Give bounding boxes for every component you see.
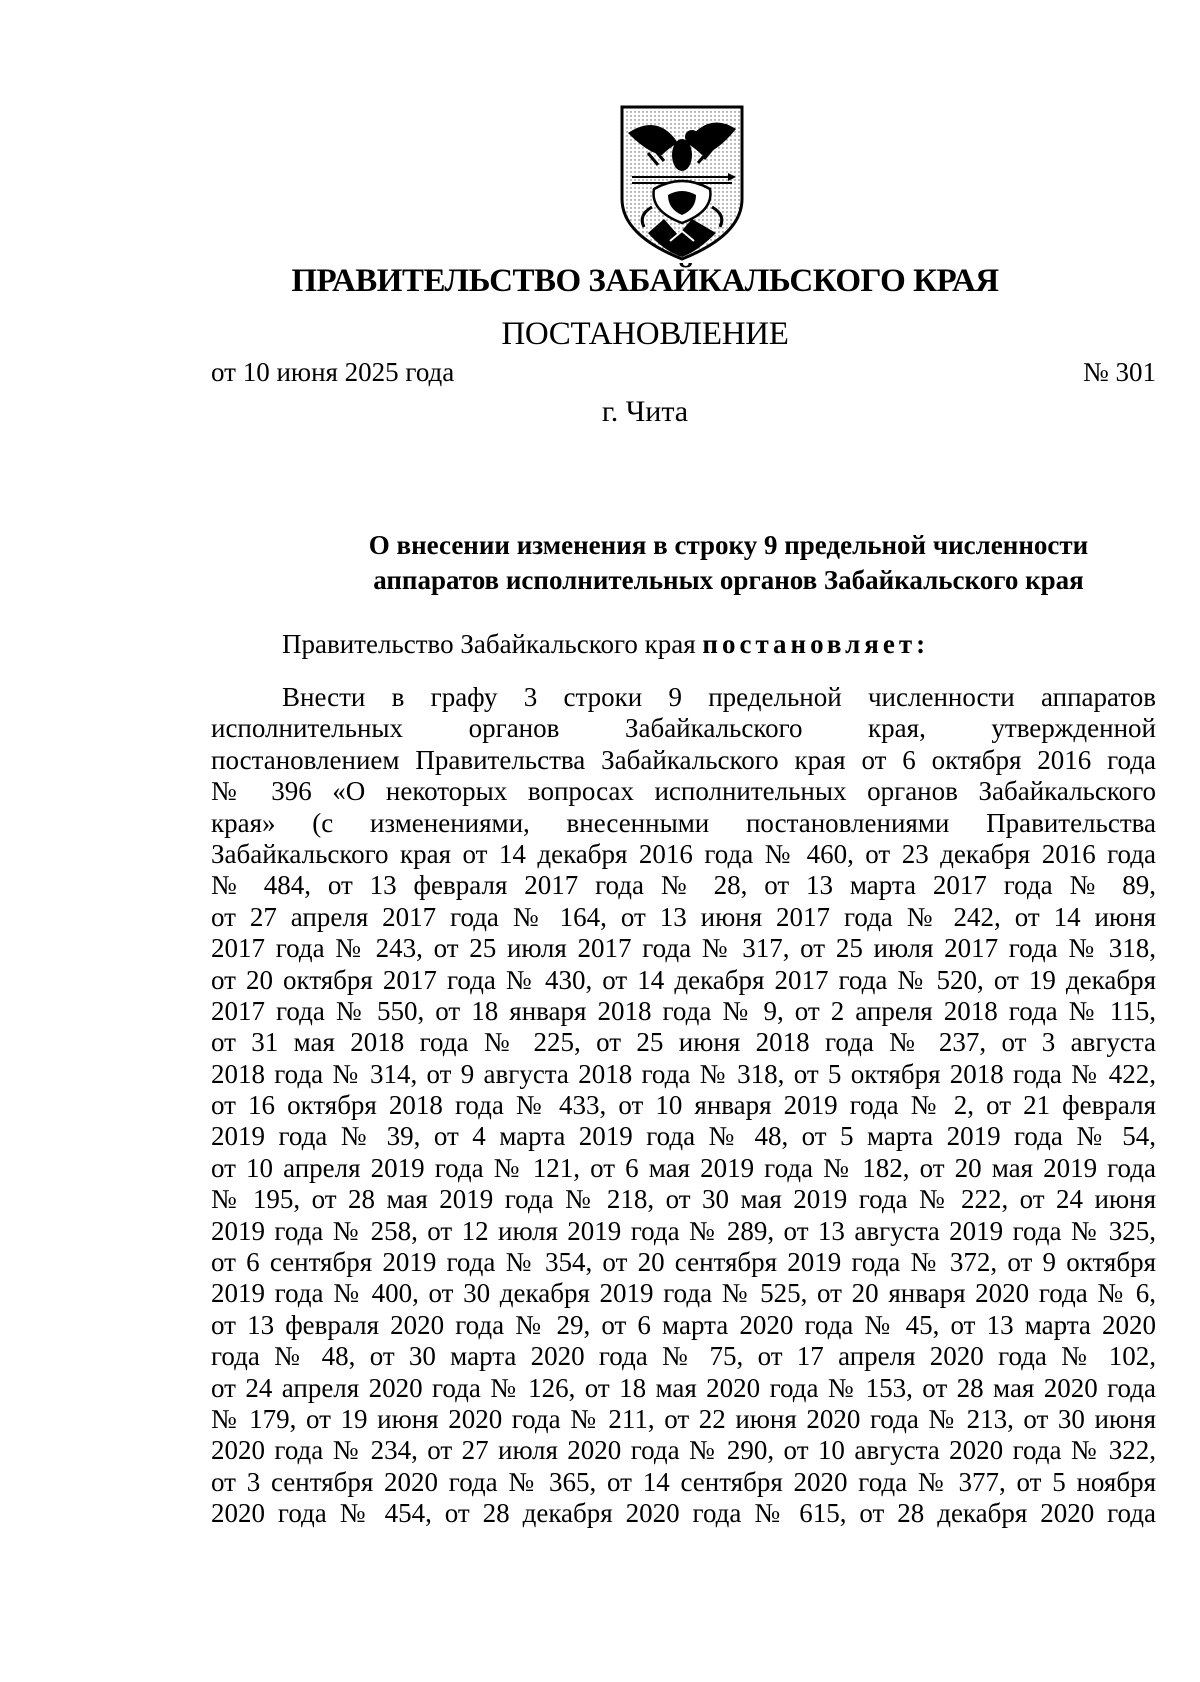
body-line: от 27 апреля 2017 года № 164, от 13 июня 2017 года № 242, от 14 июня — [211, 901, 1156, 932]
body-line: № 484, от 13 февраля 2017 года № 28, от 13 марта 2017 года № 89, — [211, 870, 1156, 901]
coat-of-arms-icon — [618, 103, 746, 263]
body-line: Забайкальского края от 14 декабря 2016 года № 460, от 23 декабря 2016 года — [211, 838, 1156, 869]
body-line: 2020 года № 454, от 28 декабря 2020 года № 615, от 28 декабря 2020 года — [211, 1498, 1156, 1529]
body-line: № 396 «О некоторых вопросах исполнительных органов Забайкальского — [211, 776, 1156, 807]
document-city: г. Чита — [601, 395, 689, 428]
body-line: года № 48, от 30 марта 2020 года № 75, от 17 апреля 2020 года № 102, — [211, 1341, 1156, 1372]
body-line: от 20 октября 2017 года № 430, от 14 декабря 2017 года № 520, от 19 декабря — [211, 964, 1156, 995]
body-line: 2020 года № 234, от 27 июля 2020 года № 290, от 10 августа 2020 года № 322, — [211, 1435, 1156, 1466]
body-line: 2019 года № 39, от 4 марта 2019 года № 48, от 5 марта 2019 года № 54, — [211, 1121, 1156, 1152]
decree-statement — [282, 629, 929, 660]
decree-subject: Правительство Забайкальского края — [282, 629, 696, 659]
body-line: от 24 апреля 2020 года № 126, от 18 мая 2020 года № 153, от 28 мая 2020 года — [211, 1372, 1156, 1403]
organization-name: ПРАВИТЕЛЬСТВО ЗАБАЙКАЛЬСКОГО КРАЯ — [291, 263, 999, 299]
document-date: от 10 июня 2025 года — [211, 357, 455, 387]
decree-verb: постановляет: — [702, 629, 930, 659]
body-line: Внести в графу 3 строки 9 предельной численности аппаратов — [282, 682, 1156, 712]
body-line: 2018 года № 314, от 9 августа 2018 года № 318, от 5 октября 2018 года № 422, — [211, 1058, 1156, 1089]
body-line: № 179, от 19 июня 2020 года № 211, от 22 июня 2020 года № 213, от 30 июня — [211, 1403, 1156, 1434]
body-line: от 10 апреля 2019 года № 121, от 6 мая 2019 года № 182, от 20 мая 2019 года — [211, 1152, 1156, 1183]
document-number: № 301 — [1082, 357, 1156, 387]
body-line: 2017 года № 550, от 18 января 2018 года № 9, от 2 апреля 2018 года № 115, — [211, 995, 1156, 1026]
body-line: исполнительных органов Забайкальского края, утвержденной — [211, 713, 1156, 744]
body-line: края» (с изменениями, внесенными постановлениями Правительства — [211, 807, 1156, 838]
body-line: 2019 года № 400, от 30 декабря 2019 года № 525, от 20 января 2020 года № 6, — [211, 1278, 1156, 1309]
body-line: от 13 февраля 2020 года № 29, от 6 марта 2020 года № 45, от 13 марта 2020 — [211, 1309, 1156, 1340]
body-line: № 195, от 28 мая 2019 года № 218, от 30 мая 2019 года № 222, от 24 июня — [211, 1184, 1156, 1215]
body-line: 2017 года № 243, от 25 июля 2017 года № 317, от 25 июля 2017 года № 318, — [211, 933, 1156, 964]
body-line: 2019 года № 258, от 12 июля 2019 года № 289, от 13 августа 2019 года № 325, — [211, 1215, 1156, 1246]
body-line: постановлением Правительства Забайкальского края от 6 октября 2016 года — [211, 744, 1156, 775]
body-line: от 16 октября 2018 года № 433, от 10 января 2019 года № 2, от 21 февраля — [211, 1090, 1156, 1121]
body-line: от 3 сентября 2020 года № 365, от 14 сентября 2020 года № 377, от 5 ноября — [211, 1466, 1156, 1497]
body-line: от 31 мая 2018 года № 225, от 25 июня 2018 года № 237, от 3 августа — [211, 1027, 1156, 1058]
title-line: О внесении изменения в строку 9 предельной численности — [368, 530, 1089, 560]
document-body — [211, 682, 1156, 1530]
title-line: аппаратов исполнительных органов Забайкальского края — [373, 565, 1084, 595]
document-type: ПОСТАНОВЛЕНИЕ — [501, 316, 789, 352]
body-line: от 6 сентября 2019 года № 354, от 20 сентября 2019 года № 372, от 9 октября — [211, 1247, 1156, 1278]
document-title — [211, 528, 1156, 598]
